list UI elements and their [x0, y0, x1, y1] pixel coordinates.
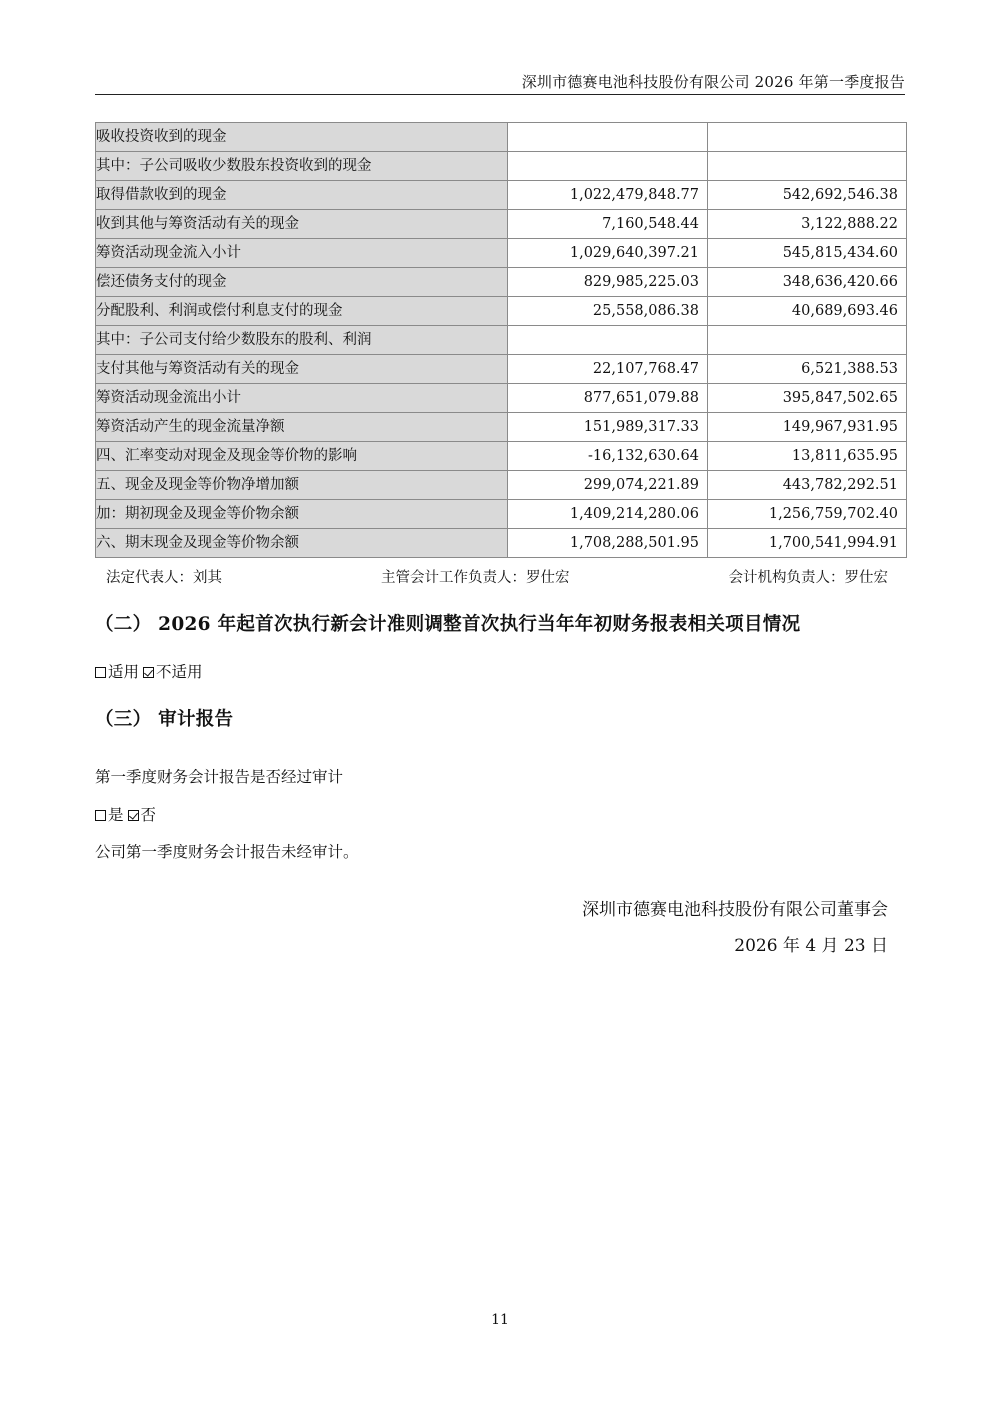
table-row	[96, 413, 907, 442]
report-date: 2026 年 4 月 23 日	[734, 936, 888, 956]
prior-period-value: 545,815,434.60	[708, 239, 907, 268]
table-row	[96, 384, 907, 413]
prior-period-value: 542,692,546.38	[708, 181, 907, 210]
audited-yes-checkbox[interactable]	[95, 810, 106, 821]
current-period-value	[508, 123, 708, 152]
row-label: 吸收投资收到的现金	[96, 123, 508, 152]
not-applicable-label: 不适用	[156, 663, 203, 681]
table-row	[96, 297, 907, 326]
prior-period-value	[708, 326, 907, 355]
row-label: 四、汇率变动对现金及现金等价物的影响	[96, 442, 508, 471]
table-row	[96, 152, 907, 181]
prior-period-value: 3,122,888.22	[708, 210, 907, 239]
page-number: 11	[491, 1312, 509, 1328]
current-period-value: 7,160,548.44	[508, 210, 708, 239]
table-row	[96, 355, 907, 384]
section-2-heading: （二） 2026 年起首次执行新会计准则调整首次执行当年年初财务报表相关项目情况	[95, 614, 801, 635]
prior-period-value: 6,521,388.53	[708, 355, 907, 384]
current-period-value: 1,029,640,397.21	[508, 239, 708, 268]
row-label: 五、现金及现金等价物净增加额	[96, 471, 508, 500]
prior-period-value: 1,700,541,994.91	[708, 529, 907, 558]
prior-period-value: 40,689,693.46	[708, 297, 907, 326]
row-label: 支付其他与筹资活动有关的现金	[96, 355, 508, 384]
audited-no-label: 否	[140, 806, 157, 824]
current-period-value	[508, 326, 708, 355]
table-row	[96, 326, 907, 355]
report-header-title: 深圳市德赛电池科技股份有限公司 2026 年第一季度报告	[521, 73, 905, 91]
cash-flow-table	[95, 122, 907, 558]
row-label: 偿还债务支付的现金	[96, 268, 508, 297]
current-period-value: 22,107,768.47	[508, 355, 708, 384]
current-period-value: 151,989,317.33	[508, 413, 708, 442]
prior-period-value: 13,811,635.95	[708, 442, 907, 471]
table-row	[96, 123, 907, 152]
table-row	[96, 500, 907, 529]
prior-period-value: 1,256,759,702.40	[708, 500, 907, 529]
audit-statement: 公司第一季度财务会计报告未经审计。	[95, 843, 359, 861]
applicable-checkbox[interactable]	[95, 667, 106, 678]
row-label: 其中：子公司吸收少数股东投资收到的现金	[96, 152, 508, 181]
row-label: 其中：子公司支付给少数股东的股利、利润	[96, 326, 508, 355]
legal-representative: 法定代表人：刘其	[106, 570, 222, 586]
row-label: 取得借款收到的现金	[96, 181, 508, 210]
prior-period-value	[708, 152, 907, 181]
audited-yes-label: 是	[108, 806, 124, 824]
row-label: 筹资活动产生的现金流量净额	[96, 413, 508, 442]
section-3-heading: （三） 审计报告	[95, 709, 234, 730]
cash-flow-table-body	[96, 123, 907, 558]
table-row	[96, 529, 907, 558]
row-label: 六、期末现金及现金等价物余额	[96, 529, 508, 558]
prior-period-value: 395,847,502.65	[708, 384, 907, 413]
prior-period-value: 149,967,931.95	[708, 413, 907, 442]
table-row	[96, 210, 907, 239]
prior-period-value: 348,636,420.66	[708, 268, 907, 297]
table-row	[96, 471, 907, 500]
audited-no-checkbox[interactable]	[128, 810, 139, 821]
row-label: 分配股利、利润或偿付利息支付的现金	[96, 297, 508, 326]
not-applicable-checkbox[interactable]	[143, 667, 154, 678]
table-row	[96, 268, 907, 297]
header-divider	[95, 94, 905, 95]
applicable-label: 适用	[108, 663, 140, 681]
prior-period-value	[708, 123, 907, 152]
accounting-head: 主管会计工作负责人：罗仕宏	[381, 570, 570, 586]
current-period-value: -16,132,630.64	[508, 442, 708, 471]
current-period-value: 25,558,086.38	[508, 297, 708, 326]
prior-period-value: 443,782,292.51	[708, 471, 907, 500]
audit-question: 第一季度财务会计报告是否经过审计	[95, 768, 344, 786]
current-period-value: 1,022,479,848.77	[508, 181, 708, 210]
signatories-line	[95, 566, 906, 586]
current-period-value: 1,708,288,501.95	[508, 529, 708, 558]
table-row	[96, 181, 907, 210]
row-label: 加：期初现金及现金等价物余额	[96, 500, 508, 529]
accounting-dept-head: 会计机构负责人：罗仕宏	[728, 570, 888, 586]
current-period-value: 829,985,225.03	[508, 268, 708, 297]
table-row	[96, 239, 907, 268]
row-label: 收到其他与筹资活动有关的现金	[96, 210, 508, 239]
current-period-value: 877,651,079.88	[508, 384, 708, 413]
row-label: 筹资活动现金流入小计	[96, 239, 508, 268]
current-period-value: 1,409,214,280.06	[508, 500, 708, 529]
table-row	[96, 442, 907, 471]
board-signature: 深圳市德赛电池科技股份有限公司董事会	[582, 900, 888, 920]
audit-options	[95, 803, 156, 825]
current-period-value	[508, 152, 708, 181]
section-2-options	[95, 660, 203, 682]
row-label: 筹资活动现金流出小计	[96, 384, 508, 413]
current-period-value: 299,074,221.89	[508, 471, 708, 500]
